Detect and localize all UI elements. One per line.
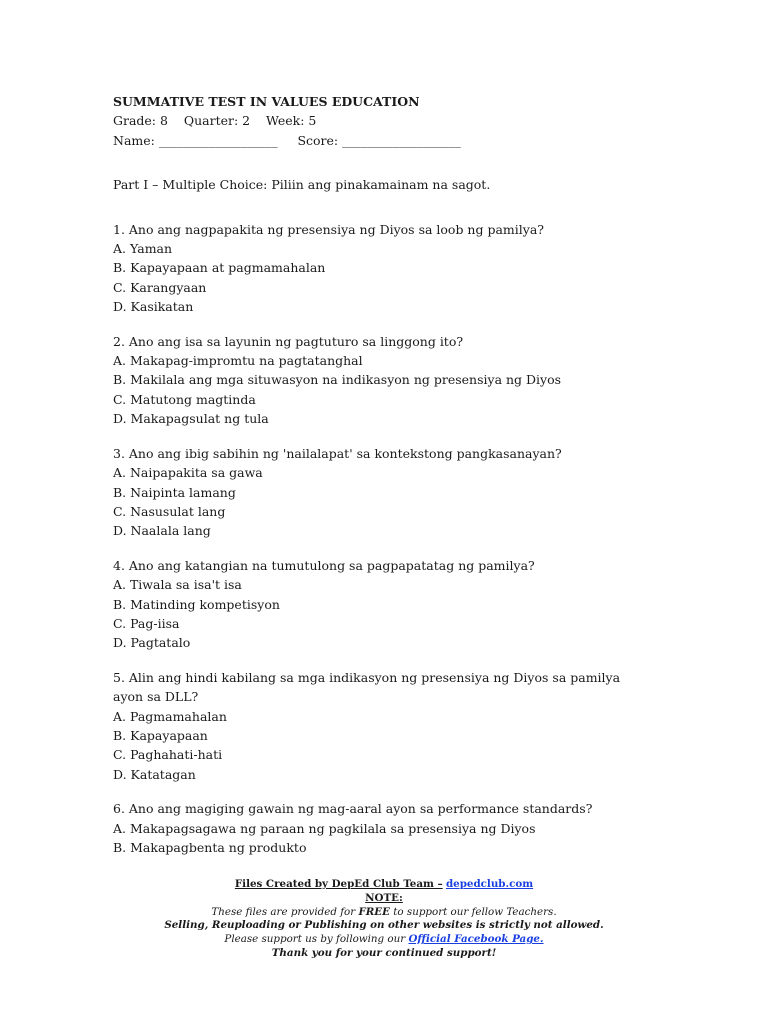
choice-a: A. Pagmamahalan	[113, 708, 227, 724]
choice-d: D. Kasikatan	[113, 299, 194, 315]
choice-b: B. Kapayapaan	[113, 727, 208, 743]
footer-thanks: Thank you for your continued support!	[271, 946, 497, 959]
spacer	[113, 195, 653, 220]
choice-a: A. Naipapakita sa gawa	[113, 465, 263, 481]
question-text: 4. Ano ang katangian na tumutulong sa pagpapatatag ng pamilya?	[113, 557, 535, 573]
facebook-page-link[interactable]: Official Facebook Page.	[408, 933, 544, 946]
question-block-6	[113, 799, 653, 857]
provided-text-pre: These files are provided for	[211, 905, 356, 918]
spacer	[113, 653, 653, 668]
choice-b: B. Makapagbenta ng produkto	[113, 840, 307, 855]
choice-b: B. Makilala ang mga situwasyon na indikasyon ng presensiya ng Diyos	[113, 372, 562, 388]
choice-b: B. Kapayapaan at pagmamahalan	[113, 260, 326, 276]
question-block-2	[113, 332, 653, 429]
note-label: NOTE:	[365, 891, 403, 904]
question-text: 3. Ano ang ibig sabihin ng 'nailalapat' sa kontekstong pangkasanayan?	[113, 445, 562, 461]
name-score-line: Name: ___________________ Score: ___________________	[113, 132, 461, 148]
grade-quarter-week: Grade: 8 Quarter: 2 Week: 5	[113, 113, 317, 129]
spacer	[113, 150, 653, 175]
choice-d: D. Makapagsulat ng tula	[113, 411, 269, 427]
question-block-5	[113, 668, 653, 784]
choice-c: C. Karangyaan	[113, 279, 207, 295]
footer-note-line	[0, 892, 768, 906]
spacer	[113, 784, 653, 799]
free-text: FREE	[358, 905, 391, 918]
choice-a: A. Yaman	[113, 241, 173, 257]
choice-a: A. Makapagsagawa ng paraan ng pagkilala sa presensiya ng Diyos	[113, 820, 536, 836]
spacer	[113, 541, 653, 556]
page-title: SUMMATIVE TEST IN VALUES EDUCATION	[113, 94, 420, 109]
support-text: Please support us by following our	[224, 933, 406, 946]
question-text: 6. Ano ang magiging gawain ng mag-aaral ayon sa performance standards?	[113, 801, 593, 817]
choice-d: D. Naalala lang	[113, 523, 211, 539]
footer-provided-line	[0, 906, 768, 920]
spacer	[113, 317, 653, 332]
question-block-1	[113, 220, 653, 317]
footer-warning: Selling, Reuploading or Publishing on other websites is strictly not allowed.	[164, 919, 604, 932]
files-created-label: Files Created by DepEd Club Team –	[234, 878, 443, 890]
choice-c: C. Matutong magtinda	[113, 391, 256, 407]
page-footer	[0, 878, 768, 961]
worksheet-body	[113, 92, 653, 857]
spacer	[113, 429, 653, 444]
choice-a: A. Makapag-impromtu na pagtatanghal	[113, 353, 363, 369]
footer-credit-line	[0, 878, 768, 892]
choice-b: B. Matinding kompetisyon	[113, 596, 280, 612]
question-block-4	[113, 556, 653, 653]
part-instruction: Part I – Multiple Choice: Piliin ang pinakamainam na sagot.	[113, 177, 491, 193]
question-text: 5. Alin ang hindi kabilang sa mga indikasyon ng presensiya ng Diyos sa pamilya ayon sa DLL?	[113, 669, 621, 705]
site-link[interactable]: depedclub.com	[445, 878, 534, 890]
question-block-3	[113, 444, 653, 541]
choice-d: D. Pagtatalo	[113, 635, 191, 651]
footer-support-line	[0, 933, 768, 947]
question-text: 1. Ano ang nagpapakita ng presensiya ng Diyos sa loob ng pamilya?	[113, 221, 544, 237]
choice-a: A. Tiwala sa isa't isa	[113, 577, 242, 593]
choice-c: C. Nasusulat lang	[113, 503, 226, 519]
choice-c: C. Pag-iisa	[113, 615, 180, 631]
choice-b: B. Naipinta lamang	[113, 484, 236, 500]
choice-c: C. Paghahati-hati	[113, 747, 223, 763]
choice-d: D. Katatagan	[113, 766, 196, 782]
question-text: 2. Ano ang isa sa layunin ng pagtuturo sa linggong ito?	[113, 333, 464, 349]
provided-text-post: to support our fellow Teachers.	[393, 905, 557, 918]
